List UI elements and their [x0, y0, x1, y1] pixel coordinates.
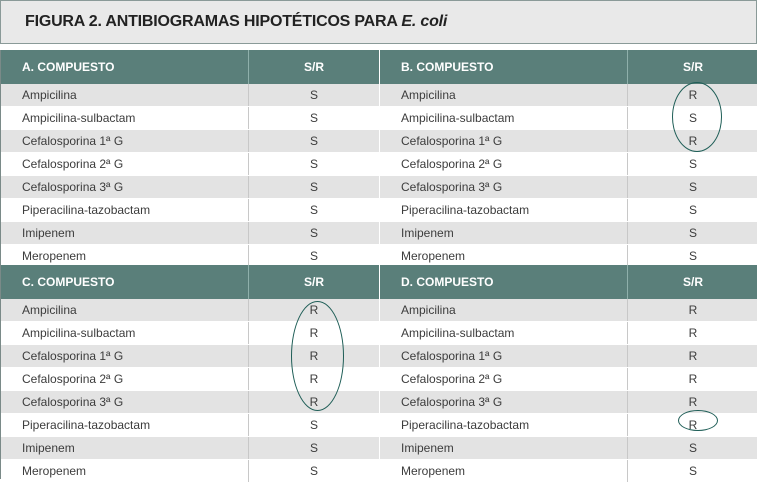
sr-cell: R: [688, 395, 698, 409]
panel-header: [380, 265, 757, 299]
compound-cell: Cefalosporina 3ª G: [380, 391, 628, 413]
panel-d: [380, 265, 757, 483]
table-row: [380, 199, 757, 222]
highlight-oval-c: [291, 301, 344, 411]
header-compound: C. COMPUESTO: [1, 265, 249, 299]
sr-cell: S: [309, 157, 318, 171]
table-row: [380, 368, 757, 391]
compound-cell: Cefalosporina 2ª G: [380, 153, 628, 175]
compound-cell: Ampicilina: [1, 84, 249, 106]
header-compound: B. COMPUESTO: [380, 50, 628, 84]
compound-cell: Piperacilina-tazobactam: [380, 414, 628, 436]
compound-cell: Cefalosporina 2ª G: [1, 368, 249, 390]
sr-cell: S: [309, 88, 318, 102]
table-row: [380, 222, 757, 245]
sr-cell: S: [309, 418, 318, 432]
sr-cell: R: [688, 418, 698, 432]
table-row: [380, 437, 757, 460]
compound-cell: Cefalosporina 1ª G: [1, 130, 249, 152]
table-row: [1, 437, 379, 460]
header-compound: D. COMPUESTO: [380, 265, 628, 299]
table-row: [380, 153, 757, 176]
table-row: [380, 176, 757, 199]
compound-cell: Ampicilina-sulbactam: [1, 107, 249, 129]
sr-cell: R: [309, 349, 319, 363]
compound-cell: Cefalosporina 3ª G: [1, 176, 249, 198]
sr-cell: S: [309, 226, 318, 240]
compound-cell: Cefalosporina 2ª G: [380, 368, 628, 390]
header-sr: S/R: [682, 275, 703, 289]
compound-cell: Cefalosporina 3ª G: [380, 176, 628, 198]
table-row: [380, 460, 757, 483]
panel-header: [380, 50, 757, 84]
compound-cell: Cefalosporina 2ª G: [1, 153, 249, 175]
panel-header: [1, 50, 379, 84]
compound-cell: Imipenem: [380, 437, 628, 459]
title-organism: E. coli: [401, 13, 448, 30]
figure-title: [25, 13, 447, 31]
sr-cell: R: [688, 372, 698, 386]
compound-cell: Ampicilina-sulbactam: [380, 107, 628, 129]
sr-cell: R: [309, 372, 319, 386]
compound-cell: Cefalosporina 1ª G: [1, 345, 249, 367]
sr-cell: R: [688, 326, 698, 340]
table-row: [1, 414, 379, 437]
table-row: [1, 153, 379, 176]
compound-cell: Ampicilina: [380, 84, 628, 106]
antibiogram-grid: [0, 50, 757, 479]
compound-cell: Cefalosporina 3ª G: [1, 391, 249, 413]
sr-cell: S: [309, 111, 318, 125]
title-bar: [0, 0, 757, 44]
table-row: [1, 84, 379, 107]
table-row: [1, 222, 379, 245]
sr-cell: S: [688, 157, 697, 171]
table-row: [1, 130, 379, 153]
sr-cell: S: [309, 203, 318, 217]
compound-cell: Meropenem: [380, 460, 628, 482]
table-row: [380, 299, 757, 322]
compound-cell: Ampicilina-sulbactam: [380, 322, 628, 344]
sr-cell: R: [309, 395, 319, 409]
sr-cell: S: [688, 180, 697, 194]
table-row: [1, 460, 379, 483]
highlight-oval-b: [672, 82, 722, 152]
panel-header: [1, 265, 379, 299]
compound-cell: Piperacilina-tazobactam: [1, 414, 249, 436]
table-row: [1, 176, 379, 199]
compound-cell: Cefalosporina 1ª G: [380, 345, 628, 367]
sr-cell: R: [688, 134, 698, 148]
compound-cell: Meropenem: [1, 245, 249, 267]
header-sr: S/R: [303, 275, 324, 289]
title-prefix: FIGURA 2. ANTIBIOGRAMAS HIPOTÉTICOS PARA: [25, 13, 402, 30]
compound-cell: Meropenem: [1, 460, 249, 482]
header-sr: S/R: [303, 60, 324, 74]
sr-cell: S: [688, 464, 697, 478]
sr-cell: R: [688, 349, 698, 363]
sr-cell: S: [309, 249, 318, 263]
sr-cell: S: [688, 111, 697, 125]
compound-cell: Ampicilina: [380, 299, 628, 321]
panel-a: [1, 50, 379, 268]
compound-cell: Piperacilina-tazobactam: [1, 199, 249, 221]
sr-cell: R: [688, 88, 698, 102]
sr-cell: S: [309, 134, 318, 148]
table-row: [1, 199, 379, 222]
compound-cell: Ampicilina-sulbactam: [1, 322, 249, 344]
sr-cell: S: [688, 249, 697, 263]
compound-cell: Imipenem: [1, 222, 249, 244]
compound-cell: Imipenem: [1, 437, 249, 459]
highlight-oval-d: [678, 410, 718, 431]
sr-cell: S: [688, 203, 697, 217]
header-sr: S/R: [682, 60, 703, 74]
compound-cell: Meropenem: [380, 245, 628, 267]
sr-cell: S: [309, 441, 318, 455]
sr-cell: S: [688, 226, 697, 240]
compound-cell: Piperacilina-tazobactam: [380, 199, 628, 221]
compound-cell: Cefalosporina 1ª G: [380, 130, 628, 152]
table-row: [380, 345, 757, 368]
header-compound: A. COMPUESTO: [1, 50, 249, 84]
table-row: [380, 322, 757, 345]
sr-cell: R: [309, 303, 319, 317]
sr-cell: R: [688, 303, 698, 317]
compound-cell: Ampicilina: [1, 299, 249, 321]
sr-cell: S: [309, 180, 318, 194]
sr-cell: S: [688, 441, 697, 455]
table-row: [1, 107, 379, 130]
sr-cell: S: [309, 464, 318, 478]
compound-cell: Imipenem: [380, 222, 628, 244]
sr-cell: R: [309, 326, 319, 340]
